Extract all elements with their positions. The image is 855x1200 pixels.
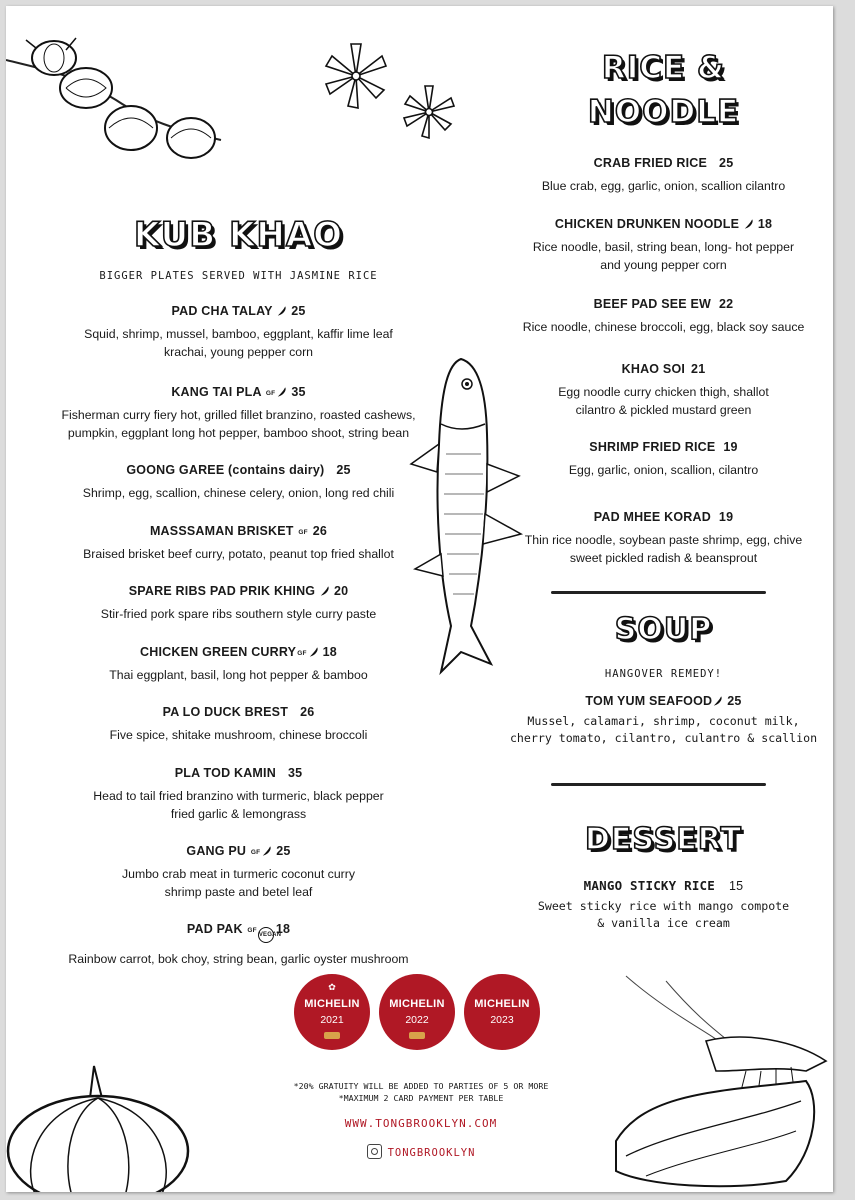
menu-item bbox=[491, 440, 833, 479]
instagram-link[interactable] bbox=[256, 1144, 586, 1159]
rice-noodle-title-line1: RICE & bbox=[601, 50, 726, 86]
menu-item bbox=[6, 524, 471, 563]
badge-name: MICHELIN bbox=[304, 998, 360, 1010]
item-desc: Squid, shrimp, mussel, bamboo, eggplant, kaffir lime leaf bbox=[84, 327, 393, 341]
item-desc: Rice noodle, basil, string bean, long- hot pepper bbox=[532, 240, 795, 254]
item-price: 19 bbox=[723, 440, 738, 454]
item-price: 26 bbox=[300, 705, 315, 719]
menu-item bbox=[491, 694, 833, 747]
item-desc: cilantro & pickled mustard green bbox=[575, 403, 752, 417]
item-desc: Thai eggplant, basil, long hot pepper & bamboo bbox=[109, 668, 368, 682]
menu-page bbox=[6, 6, 833, 1192]
website-link[interactable]: WWW.TONGBROOKLYN.COM bbox=[344, 1117, 498, 1130]
gf-tag: GF bbox=[250, 849, 261, 856]
gf-tag: GF bbox=[265, 390, 276, 397]
item-desc: Head to tail fried branzino with turmeric, black pepper bbox=[93, 789, 384, 803]
menu-item bbox=[6, 304, 471, 361]
item-desc: Five spice, shitake mushroom, chinese broccoli bbox=[109, 728, 368, 742]
gf-tag: GF bbox=[247, 927, 257, 934]
item-name: GOONG GAREE (contains dairy) bbox=[126, 463, 325, 477]
item-price: 35 bbox=[287, 766, 303, 780]
michelin-logo-icon bbox=[409, 1032, 425, 1039]
item-name: CHICKEN DRUNKEN NOODLE bbox=[554, 217, 740, 231]
gf-tag: GF bbox=[297, 650, 307, 657]
item-price: 20 bbox=[333, 584, 349, 598]
menu-item bbox=[6, 584, 471, 623]
item-name: TOM YUM SEAFOOD bbox=[585, 694, 713, 708]
item-desc: and young pepper corn bbox=[600, 258, 727, 272]
menu-item bbox=[491, 510, 833, 567]
chili-icon bbox=[743, 218, 754, 230]
chili-icon bbox=[319, 585, 330, 597]
item-name: CHICKEN GREEN CURRY bbox=[140, 645, 297, 659]
item-desc: Rice noodle, chinese broccoli, egg, black soy sauce bbox=[522, 320, 805, 334]
kub-khao-heading: KUB KHAO bbox=[133, 215, 344, 255]
item-price: 21 bbox=[691, 362, 706, 376]
item-desc: Thin rice noodle, soybean paste shrimp, egg, chive bbox=[524, 533, 803, 547]
item-price: 25 bbox=[336, 463, 351, 477]
item-desc: fried garlic & lemongrass bbox=[170, 807, 307, 821]
item-desc: krachai, young pepper corn bbox=[163, 345, 314, 359]
menu-item bbox=[491, 217, 833, 274]
item-desc: Mussel, calamari, shrimp, coconut milk, bbox=[527, 714, 800, 728]
item-price: 25 bbox=[291, 304, 306, 318]
section-divider bbox=[551, 783, 766, 786]
item-price: 18 bbox=[322, 645, 337, 659]
item-name: PAD MHEE KORAD bbox=[593, 510, 711, 524]
menu-item bbox=[491, 362, 833, 419]
item-price: 25 bbox=[727, 694, 742, 708]
michelin-badge bbox=[294, 974, 370, 1050]
item-price: 18 bbox=[275, 922, 291, 936]
badge-year: 2021 bbox=[320, 1014, 344, 1026]
vegan-icon: VEGAN bbox=[258, 927, 274, 943]
item-price: 22 bbox=[719, 297, 734, 311]
item-price: 25 bbox=[276, 844, 291, 858]
badge-name: MICHELIN bbox=[474, 998, 530, 1010]
item-desc: Braised brisket beef curry, potato, peanut top fried shallot bbox=[83, 547, 394, 561]
michelin-badge bbox=[379, 974, 455, 1050]
badge-year: 2023 bbox=[490, 1014, 514, 1026]
soup-heading: SOUP bbox=[614, 612, 713, 647]
item-desc: Egg, garlic, onion, scallion, cilantro bbox=[568, 463, 759, 477]
item-desc: cherry tomato, cilantro, culantro & scallion bbox=[509, 731, 818, 745]
item-desc: Shrimp, egg, scallion, chinese celery, onion, long red chili bbox=[82, 486, 395, 500]
item-name: SPARE RIBS PAD PRIK KHING bbox=[128, 584, 316, 598]
item-price: 35 bbox=[291, 385, 306, 399]
item-name: KHAO SOI bbox=[621, 362, 686, 376]
item-price: 18 bbox=[757, 217, 773, 231]
chili-icon bbox=[308, 646, 319, 658]
menu-item bbox=[491, 297, 833, 336]
item-name: PLA TOD KAMIN bbox=[174, 766, 276, 780]
item-desc: Jumbo crab meat in turmeric coconut curry bbox=[121, 867, 356, 881]
item-price: 15 bbox=[729, 879, 744, 893]
rice-noodle-list bbox=[491, 6, 833, 606]
chili-icon bbox=[261, 845, 272, 857]
gf-tag: GF bbox=[298, 529, 308, 536]
item-name: BEEF PAD SEE EW bbox=[593, 297, 712, 311]
item-name: PA LO DUCK BREST bbox=[162, 705, 289, 719]
chili-icon bbox=[276, 305, 287, 317]
item-desc: Fisherman curry fiery hot, grilled fillet branzino, roasted cashews, bbox=[61, 408, 416, 422]
item-name: MASSSAMAN BRISKET bbox=[149, 524, 294, 538]
menu-item bbox=[491, 156, 833, 195]
instagram-handle: TONGBROOKLYN bbox=[387, 1147, 476, 1159]
menu-item bbox=[6, 766, 471, 823]
item-name: KANG TAI PLA bbox=[171, 385, 262, 399]
kub-khao-subtitle: BIGGER PLATES SERVED WITH JASMINE RICE bbox=[99, 270, 378, 282]
badge-name: MICHELIN bbox=[389, 998, 445, 1010]
item-name: SHRIMP FRIED RICE bbox=[589, 440, 716, 454]
menu-item bbox=[6, 922, 471, 968]
menu-item bbox=[6, 463, 471, 502]
item-desc: shrimp paste and betel leaf bbox=[164, 885, 313, 899]
item-name: CRAB FRIED RICE bbox=[593, 156, 708, 170]
michelin-bib-icon: ✿ bbox=[328, 982, 336, 992]
chili-icon bbox=[712, 695, 723, 707]
item-name: PAD PAK bbox=[186, 922, 243, 936]
item-desc: pumpkin, eggplant long hot pepper, bamboo shoot, string bean bbox=[67, 426, 410, 440]
menu-item bbox=[6, 705, 471, 744]
item-name: GANG PU bbox=[186, 844, 247, 858]
item-name: PAD CHA TALAY bbox=[171, 304, 273, 318]
pumpkin-illustration bbox=[6, 1056, 201, 1192]
soup-subtitle: HANGOVER REMEDY! bbox=[604, 668, 723, 680]
item-desc: Egg noodle curry chicken thigh, shallot bbox=[558, 385, 769, 399]
footnote-gratuity: *20% GRATUITY WILL BE ADDED TO PARTIES OF 5 OR MORE bbox=[293, 1081, 549, 1091]
item-desc: Blue crab, egg, garlic, onion, scallion cilantro bbox=[541, 179, 786, 193]
menu-item bbox=[6, 385, 471, 442]
item-desc: & vanilla ice cream bbox=[597, 916, 730, 930]
chili-icon bbox=[276, 386, 287, 398]
kub-khao-list bbox=[6, 6, 471, 1006]
shrimp-cabbage-illustration bbox=[606, 971, 833, 1192]
menu-item bbox=[6, 645, 471, 684]
item-price: 26 bbox=[312, 524, 328, 538]
footnote-payment: *MAXIMUM 2 CARD PAYMENT PER TABLE bbox=[338, 1093, 504, 1103]
item-desc: Rainbow carrot, bok choy, string bean, garlic oyster mushroom bbox=[68, 952, 409, 966]
item-desc: Stir-fried pork spare ribs southern style curry paste bbox=[100, 607, 377, 621]
rice-noodle-title-line2: NOODLE bbox=[587, 94, 740, 130]
item-price: 19 bbox=[718, 510, 734, 524]
section-divider bbox=[551, 591, 766, 594]
menu-item bbox=[491, 878, 833, 932]
item-desc: sweet pickled radish & beansprout bbox=[569, 551, 758, 565]
michelin-logo-icon bbox=[324, 1032, 340, 1039]
item-price: 25 bbox=[719, 156, 734, 170]
badge-year: 2022 bbox=[405, 1014, 429, 1026]
instagram-icon bbox=[367, 1144, 382, 1159]
item-desc: Sweet sticky rice with mango compote bbox=[537, 899, 790, 913]
item-name: MANGO STICKY RICE bbox=[583, 878, 716, 893]
dessert-heading: DESSERT bbox=[585, 822, 742, 857]
michelin-badge bbox=[464, 974, 540, 1050]
menu-item bbox=[6, 844, 471, 901]
